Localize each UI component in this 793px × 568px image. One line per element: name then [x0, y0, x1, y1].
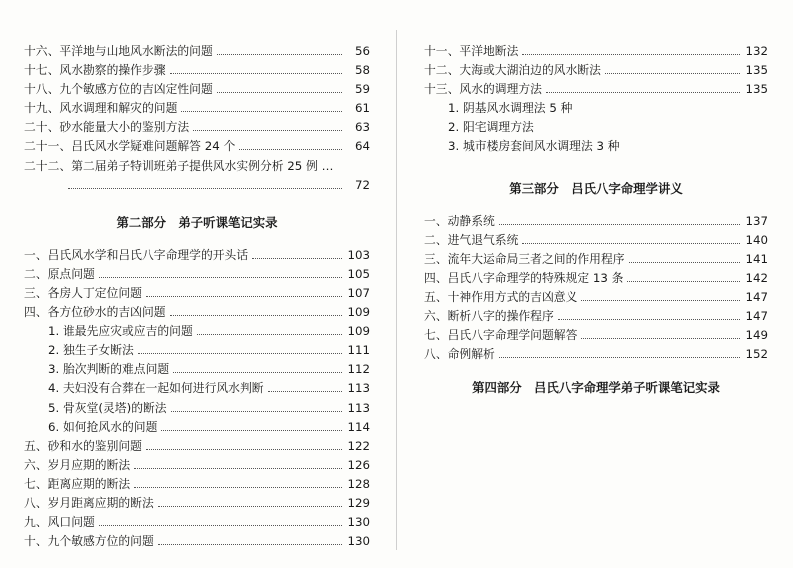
toc-title: 2. 阳宅调理方法	[448, 120, 534, 135]
toc-entry[interactable]	[424, 80, 768, 99]
toc-title: 十九、风水调理和解灾的问题	[24, 101, 178, 116]
toc-title: 1. 阴基风水调理法 5 种	[448, 101, 573, 116]
toc-page-number: 103	[347, 247, 370, 262]
toc-entry[interactable]	[24, 246, 370, 265]
leader-dots	[146, 295, 342, 297]
toc-title: 1. 谁最先应灾或应吉的问题	[48, 324, 193, 339]
toc-title: 十一、平洋地断法	[424, 44, 519, 58]
leader-dots	[546, 91, 740, 93]
leader-dots	[581, 299, 740, 301]
toc-page-number: 149	[745, 328, 768, 343]
left-top-entries	[24, 42, 370, 176]
toc-page-number: 58	[354, 63, 370, 78]
toc-entry[interactable]	[24, 80, 370, 99]
toc-title: 十六、平洋地与山地风水断法的问题	[24, 44, 213, 58]
toc-title: 五、砂和水的鉴别问题	[24, 438, 142, 453]
section-heading-part-3: 第三部分 吕氏八字命理学讲义	[509, 180, 683, 196]
toc-page-number: 135	[745, 82, 768, 97]
toc-page-number: 147	[745, 309, 768, 324]
toc-entry[interactable]	[424, 269, 768, 288]
toc-title: 三、流年大运命局三者之间的作用程序	[424, 251, 625, 266]
leader-dots	[158, 505, 342, 507]
toc-title: 十三、风水的调理方法	[424, 82, 542, 97]
toc-title: 四、各方位砂水的吉凶问题	[24, 305, 166, 320]
leader-dots	[605, 72, 740, 74]
toc-entry[interactable]	[24, 513, 370, 532]
leader-dots	[217, 53, 342, 55]
left-bottom-entries	[24, 246, 370, 552]
toc-page-number: 135	[745, 63, 768, 78]
toc-entry[interactable]	[24, 157, 370, 176]
toc-entry[interactable]	[24, 61, 370, 80]
toc-title: 6. 如何抢风水的问题	[48, 419, 158, 434]
toc-page-number: 56	[354, 44, 370, 58]
toc-page-number: 137	[745, 213, 768, 228]
toc-title: 一、动静系统	[424, 213, 495, 228]
toc-title: 四、吕氏八字命理学的特殊规定 13 条	[424, 270, 624, 285]
toc-page-number: 129	[347, 495, 370, 510]
right-top-entries	[424, 42, 768, 157]
toc-title: 十八、九个敏感方位的吉凶定性问题	[24, 82, 213, 97]
toc-title: 六、断析八字的操作程序	[424, 309, 554, 324]
page-gutter	[396, 30, 397, 550]
toc-subentry[interactable]	[24, 341, 370, 360]
left-page	[24, 42, 370, 551]
toc-title: 九、风口问题	[24, 515, 95, 530]
toc-subentry[interactable]	[424, 137, 768, 156]
toc-entry[interactable]	[24, 475, 370, 494]
toc-page-number: 113	[347, 400, 370, 415]
leader-dots	[522, 242, 740, 244]
leader-dots	[627, 280, 740, 282]
leader-dots	[558, 318, 740, 320]
leader-dots	[197, 333, 342, 335]
toc-page-number: 112	[347, 362, 370, 377]
toc-title: 七、距离应期的断法	[24, 476, 131, 491]
toc-page-number: 132	[745, 44, 768, 58]
toc-subentry[interactable]	[424, 118, 768, 137]
leader-dots	[68, 187, 342, 189]
toc-page-number: 64	[354, 139, 370, 154]
toc-entry[interactable]	[424, 42, 768, 61]
toc-page-number: 109	[347, 305, 370, 320]
leader-dots	[629, 261, 740, 263]
toc-title: 二十、砂水能量大小的鉴别方法	[24, 120, 190, 135]
toc-title: 二十二、第二届弟子特训班弟子提供风水实例分析 25 例 …	[24, 158, 334, 173]
toc-page-number: 111	[347, 343, 370, 358]
toc-page-number: 122	[347, 438, 370, 453]
toc-page-number: 107	[347, 285, 370, 300]
toc-title: 二十一、吕氏风水学疑难问题解答 24 个	[24, 139, 236, 154]
section-heading-part-2: 第二部分 弟子听课笔记实录	[116, 214, 278, 230]
toc-entry[interactable]	[424, 326, 768, 345]
toc-title: 十、九个敏感方位的问题	[24, 534, 154, 549]
toc-title: 2. 独生子女断法	[48, 343, 134, 358]
toc-entry[interactable]	[24, 42, 370, 61]
toc-entry[interactable]	[24, 494, 370, 513]
toc-page-number: 105	[347, 266, 370, 281]
toc-title: 3. 城市楼房套间风水调理法 3 种	[448, 139, 620, 154]
toc-title: 一、吕氏风水学和吕氏八字命理学的开头话	[24, 247, 249, 262]
toc-entry[interactable]	[24, 99, 370, 118]
toc-page-number: 61	[354, 101, 370, 116]
toc-entry[interactable]	[24, 137, 370, 156]
right-page	[424, 42, 768, 397]
leader-dots	[217, 91, 342, 93]
toc-entry[interactable]	[424, 212, 768, 231]
leader-dots	[268, 390, 342, 392]
toc-title: 二、进气退气系统	[424, 232, 519, 247]
leader-dots	[171, 410, 342, 412]
leader-dots	[134, 467, 342, 469]
leader-dots	[134, 486, 342, 488]
toc-page-number: 142	[745, 270, 768, 285]
toc-page-number: 109	[347, 324, 370, 339]
leader-dots	[522, 53, 740, 55]
leader-dots	[170, 314, 342, 316]
section-heading-part-4: 第四部分 吕氏八字命理学弟子听课笔记实录	[472, 380, 720, 396]
toc-title: 五、十神作用方式的吉凶意义	[424, 289, 578, 304]
leader-dots	[581, 337, 740, 339]
toc-entry[interactable]	[24, 437, 370, 456]
leader-dots	[173, 371, 342, 373]
right-middle-entries	[424, 212, 768, 365]
leader-dots	[239, 148, 342, 150]
toc-title: 三、各房人丁定位问题	[24, 285, 142, 300]
toc-page-number: 72	[354, 177, 370, 192]
toc-title: 二、原点问题	[24, 266, 95, 281]
toc-title: 5. 骨灰堂(灵塔)的断法	[48, 400, 167, 415]
toc-entry[interactable]	[424, 250, 768, 269]
toc-title: 八、岁月距离应期的断法	[24, 495, 154, 510]
toc-subentry[interactable]	[424, 99, 768, 118]
leader-dots	[181, 110, 342, 112]
toc-entry[interactable]	[24, 284, 370, 303]
leader-dots	[499, 356, 740, 358]
toc-title: 十七、风水勘察的操作步骤	[24, 63, 166, 78]
toc-page-number: 152	[745, 347, 768, 362]
toc-entry-continuation[interactable]	[24, 176, 370, 195]
toc-subentry[interactable]	[24, 360, 370, 379]
toc-entry[interactable]	[424, 231, 768, 250]
toc-entry[interactable]	[24, 456, 370, 475]
toc-entry[interactable]	[24, 532, 370, 551]
toc-title: 十二、大海或大湖泊边的风水断法	[424, 63, 601, 78]
toc-page-number: 59	[354, 82, 370, 97]
toc-entry[interactable]	[424, 345, 768, 364]
toc-title: 八、命例解析	[424, 347, 495, 362]
toc-page-number: 141	[745, 251, 768, 266]
toc-page-number: 147	[745, 289, 768, 304]
leader-dots	[499, 223, 740, 225]
leader-dots	[138, 352, 342, 354]
toc-page-number: 128	[347, 476, 370, 491]
toc-entry[interactable]	[424, 307, 768, 326]
leader-dots	[146, 448, 342, 450]
toc-entry[interactable]	[24, 118, 370, 137]
leader-dots	[99, 524, 342, 526]
toc-page-number: 140	[745, 232, 768, 247]
toc-page-number: 130	[347, 534, 370, 549]
leader-dots	[161, 429, 342, 431]
toc-page-number: 130	[347, 515, 370, 530]
toc-title: 3. 胎次判断的难点问题	[48, 362, 170, 377]
toc-title: 六、岁月应期的断法	[24, 457, 131, 472]
leader-dots	[170, 72, 342, 74]
leader-dots	[252, 257, 342, 259]
leader-dots	[193, 129, 342, 131]
toc-title: 4. 夫妇没有合葬在一起如何进行风水判断	[48, 381, 264, 396]
toc-page-number: 126	[347, 457, 370, 472]
toc-entry[interactable]	[424, 288, 768, 307]
toc-entry[interactable]	[24, 265, 370, 284]
toc-page-number: 63	[354, 120, 370, 135]
toc-subentry[interactable]	[24, 418, 370, 437]
toc-subentry[interactable]	[24, 322, 370, 341]
toc-entry[interactable]	[424, 61, 768, 80]
leader-dots	[99, 276, 342, 278]
toc-title: 七、吕氏八字命理学问题解答	[424, 328, 578, 343]
toc-subentry[interactable]	[24, 379, 370, 398]
toc-page-number: 114	[347, 419, 370, 434]
leader-dots	[158, 543, 342, 545]
toc-entry[interactable]	[24, 303, 370, 322]
toc-subentry[interactable]	[24, 399, 370, 418]
toc-page-number: 113	[347, 381, 370, 396]
